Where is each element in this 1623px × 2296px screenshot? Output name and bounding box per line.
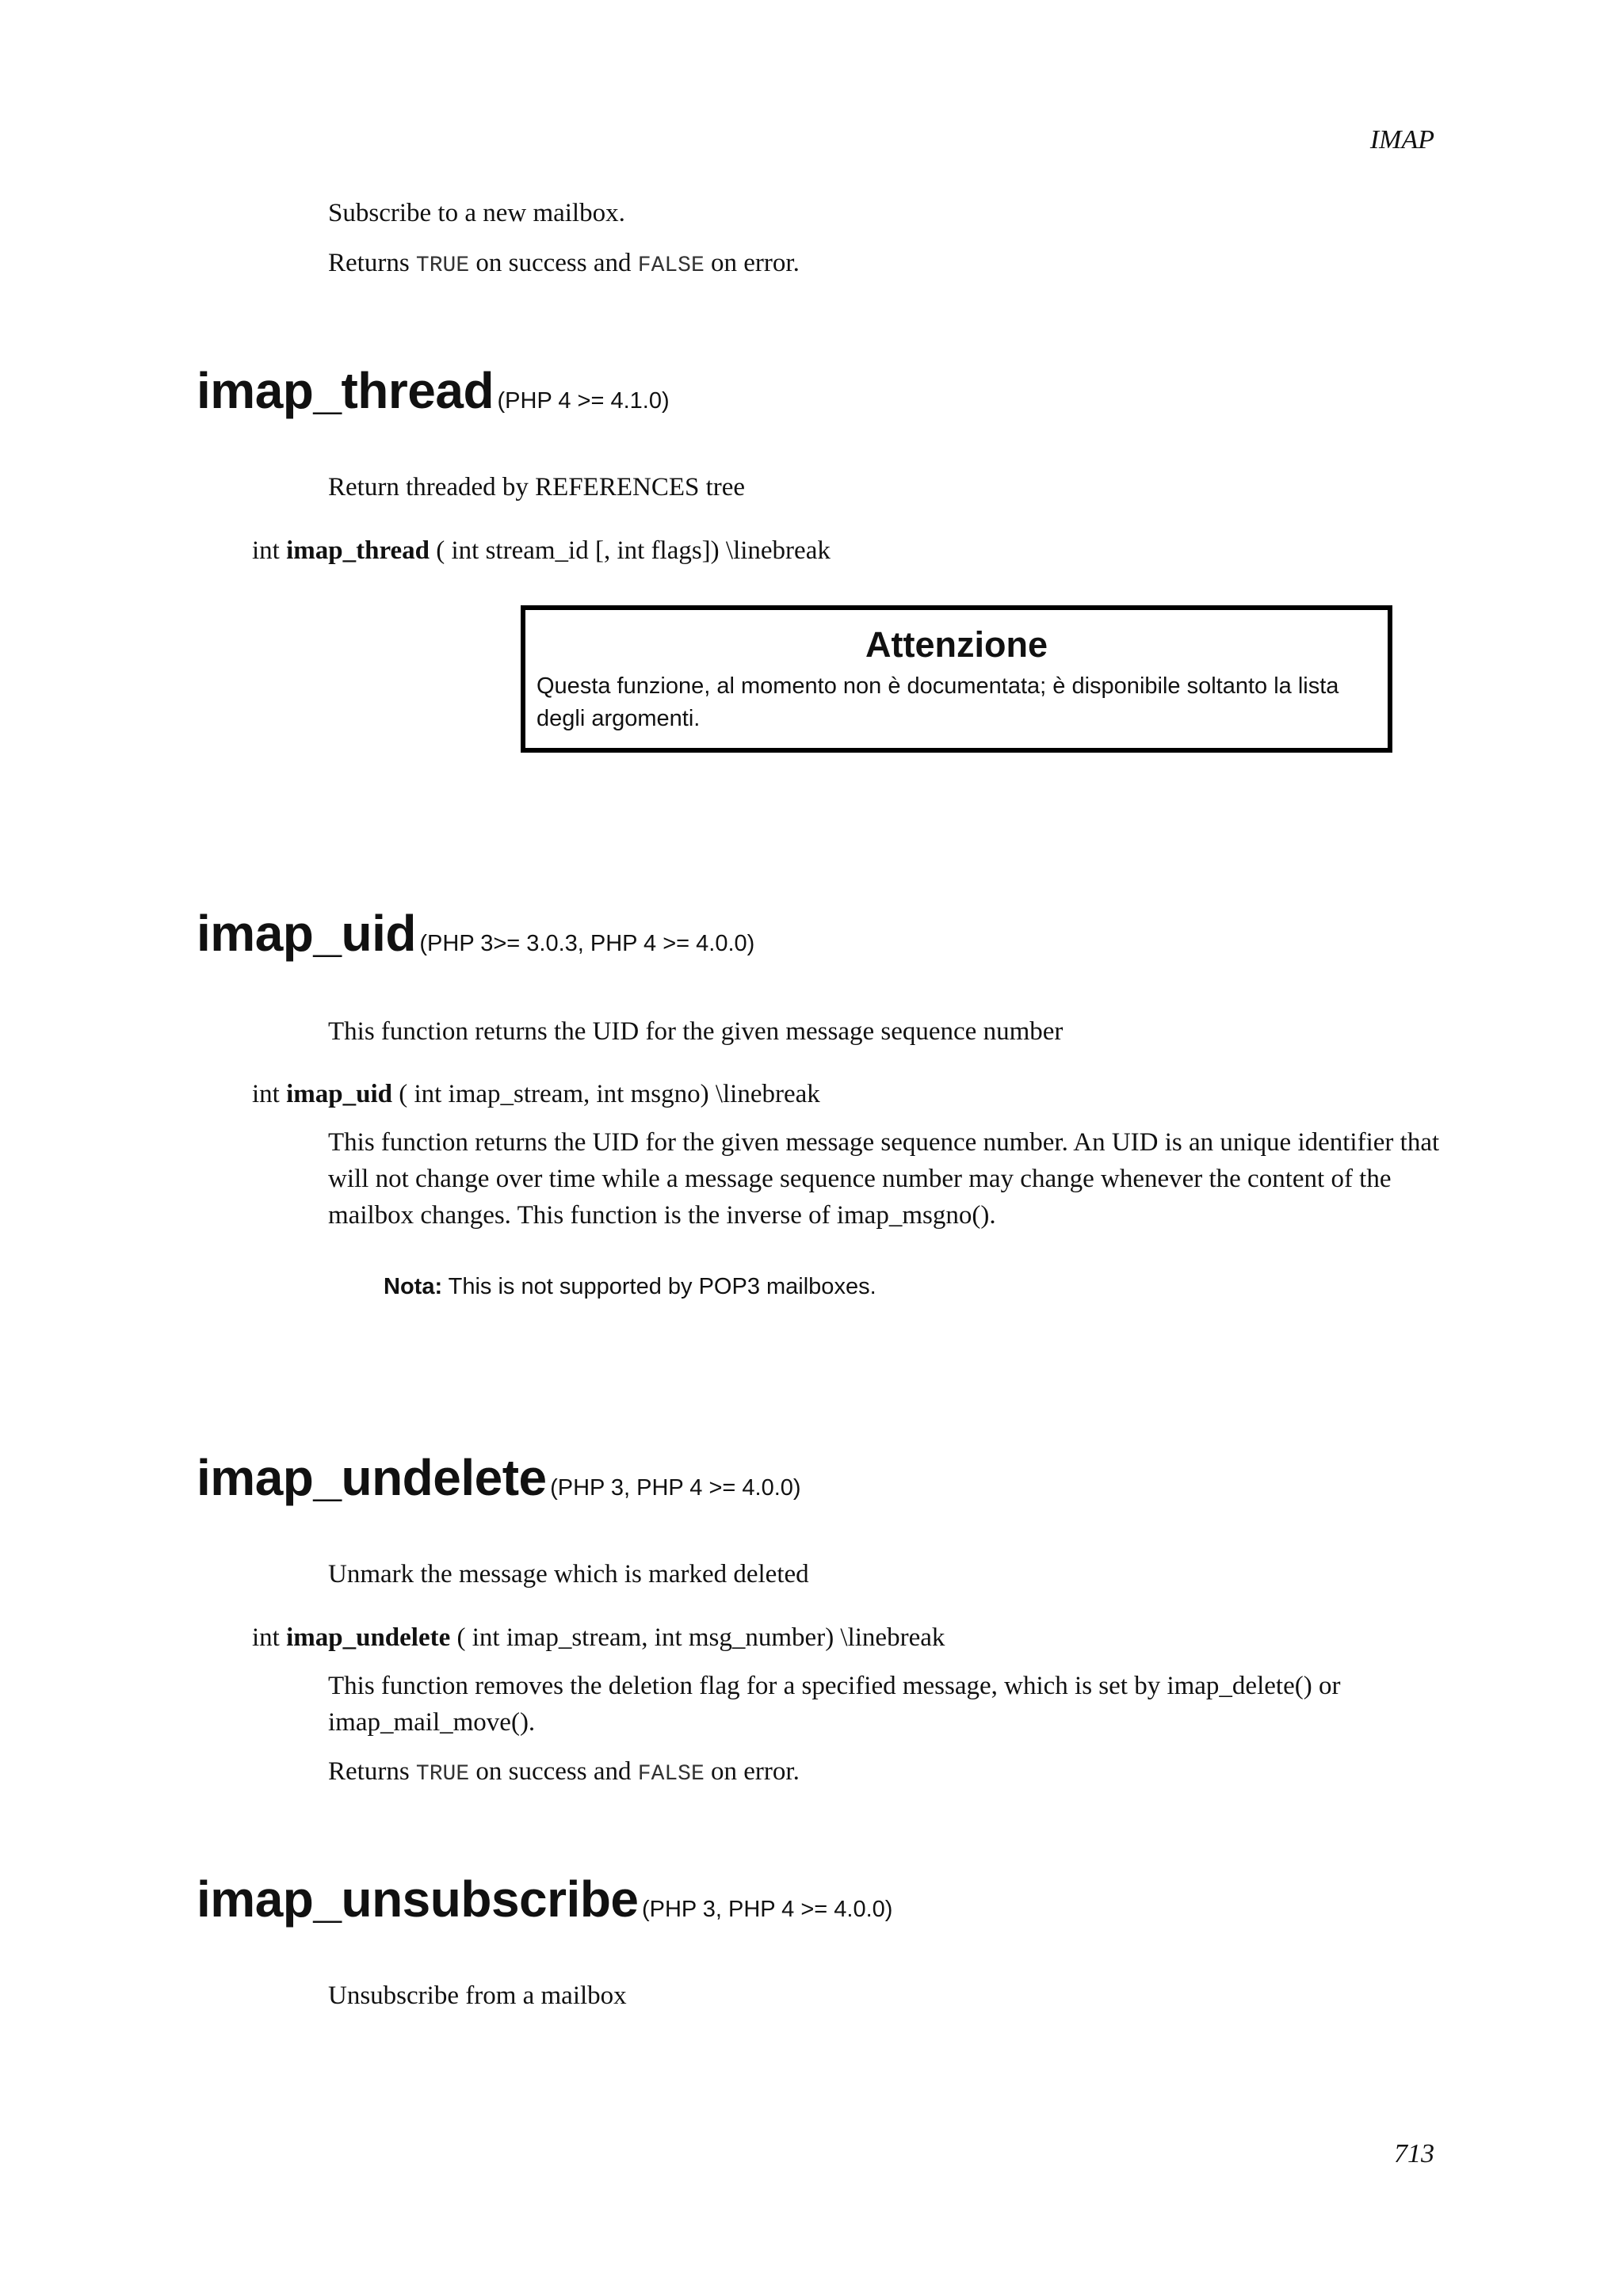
entry-title-imap-unsubscribe xyxy=(197,1870,892,1928)
entry-title-imap-uid xyxy=(197,904,754,963)
running-header: IMAP xyxy=(1369,125,1434,154)
function-summary: Return threaded by REFERENCES tree xyxy=(328,473,746,502)
function-summary: Unmark the message which is marked deleted xyxy=(328,1560,809,1589)
version-info: (PHP 3>= 3.0.3, PHP 4 >= 4.0.0) xyxy=(419,931,755,956)
note-text: This is not supported by POP3 mailboxes. xyxy=(442,1274,876,1299)
returns-line: Returns TRUE on success and FALSE on error. xyxy=(328,1757,800,1787)
intro-returns: Returns TRUE on success and FALSE on error. xyxy=(328,249,800,278)
function-prototype: int imap_thread ( int stream_id [, int flags]) \linebreak xyxy=(252,536,831,565)
function-name: imap_undelete xyxy=(197,1449,547,1506)
entry-title-imap-thread xyxy=(197,361,670,420)
page-number: 713 xyxy=(1394,2139,1434,2168)
function-summary: Unsubscribe from a mailbox xyxy=(328,1981,627,2010)
function-summary: This function returns the UID for the given message sequence number xyxy=(328,1017,1064,1046)
false-constant: FALSE xyxy=(637,1762,705,1787)
function-description: This function removes the deletion flag for a specified message, which is set by imap_delete() or imap_mail_move(). xyxy=(328,1672,1341,1737)
intro-text: Subscribe to a new mailbox. xyxy=(328,199,625,227)
note xyxy=(384,1271,1414,1302)
function-name: imap_unsubscribe xyxy=(197,1871,639,1928)
function-prototype: int imap_uid ( int imap_stream, int msgno) \linebreak xyxy=(252,1080,820,1108)
note-label: Nota: xyxy=(384,1274,443,1299)
warning-box xyxy=(521,605,1392,753)
true-constant: TRUE xyxy=(415,1762,470,1787)
version-info: (PHP 3, PHP 4 >= 4.0.0) xyxy=(641,1897,893,1922)
true-constant: TRUE xyxy=(415,254,470,278)
function-name: imap_thread xyxy=(197,362,495,419)
false-constant: FALSE xyxy=(637,254,705,278)
function-name: imap_uid xyxy=(197,905,416,962)
function-description: This function returns the UID for the given message sequence number. An UID is an unique identifier that will not change over time while a message sequence number may change whenever the content of the mailbox changes. This function is the inverse of imap_msgno(). xyxy=(328,1128,1440,1230)
version-info: (PHP 4 >= 4.1.0) xyxy=(497,388,670,414)
version-info: (PHP 3, PHP 4 >= 4.0.0) xyxy=(550,1475,801,1501)
warning-title: Attenzione xyxy=(865,624,1048,665)
function-prototype: int imap_undelete ( int imap_stream, int msg_number) \linebreak xyxy=(252,1623,945,1652)
warning-text: Questa funzione, al momento non è documentata; è disponibile soltanto la lista degli argomenti. xyxy=(537,673,1339,731)
entry-title-imap-undelete xyxy=(197,1448,801,1507)
